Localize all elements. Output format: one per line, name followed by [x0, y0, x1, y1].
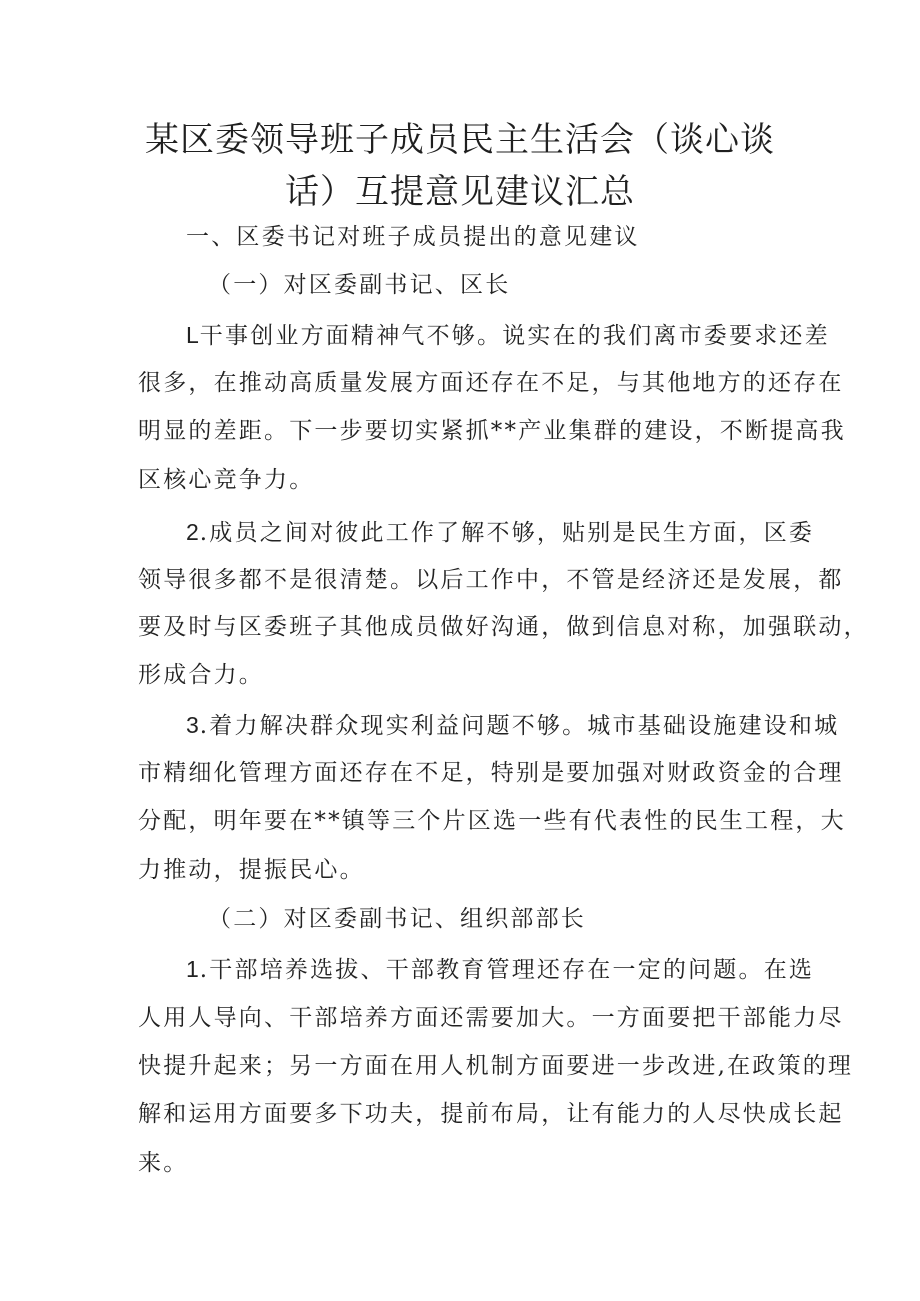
item-number: 2 [186, 519, 200, 545]
paragraph-text: .着力解决群众现实利益问题不够。城市基础设施建设和城 [199, 713, 840, 739]
paragraph-line [186, 517, 846, 548]
item-number: 1 [186, 956, 200, 982]
item-number: 3 [186, 712, 200, 738]
paragraph-line: 要及时与区委班子其他成员做好沟通，做到信息对称，加强联动， [138, 614, 869, 640]
document-title-line-1: 某区委领导班子成员民主生活会（谈心谈 [145, 120, 775, 160]
paragraph-line: 力推动，提振民心。 [138, 857, 365, 883]
paragraph-line: 分配，明年要在**镇等三个片区选一些有代表性的民生工程，大 [138, 808, 846, 834]
paragraph-line [186, 320, 846, 351]
paragraph-line: 快提升起来；另一方面在用人机制方面要进一步改进,在政策的理 [138, 1053, 854, 1079]
paragraph-line: 来。 [138, 1150, 189, 1176]
paragraph-line [186, 954, 846, 985]
paragraph-line: 解和运用方面要多下功夫，提前布局，让有能力的人尽快成长起 [138, 1101, 844, 1127]
paragraph-text: 干事创业方面精神气不够。说实在的我们离市委要求还差 [199, 323, 830, 349]
item-number: L [186, 322, 200, 348]
paragraph-line: 市精细化管理方面还存在不足，特别是要加强对财政资金的合理 [138, 760, 844, 786]
section-heading: 一、区委书记对班子成员提出的意见建议 [186, 224, 640, 250]
paragraph-line: 领导很多都不是很清楚。以后工作中，不管是经济还是发展，都 [138, 567, 844, 593]
paragraph-line: 人用人导向、干部培养方面还需要加大。一方面要把干部能力尽 [138, 1005, 844, 1031]
document-title-line-2: 话）互提意见建议汇总 [285, 172, 635, 212]
paragraph-text: .成员之间对彼此工作了解不够，贴别是民生方面，区委 [199, 520, 815, 546]
subsection-heading: （二）对区委副书记、组织部部长 [208, 906, 586, 932]
paragraph-text: .干部培养选拔、干部教育管理还存在一定的问题。在选 [199, 957, 815, 983]
paragraph-line: 明显的差距。下一步要切实紧抓**产业集群的建设，不断提高我 [138, 418, 846, 444]
paragraph-line: 形成合力。 [138, 662, 264, 688]
paragraph-line [186, 710, 846, 741]
paragraph-line: 区核心竞争力。 [138, 467, 315, 493]
paragraph-line: 很多，在推动高质量发展方面还存在不足，与其他地方的还存在 [138, 370, 844, 396]
subsection-heading: （一）对区委副书记、区长 [208, 272, 511, 298]
